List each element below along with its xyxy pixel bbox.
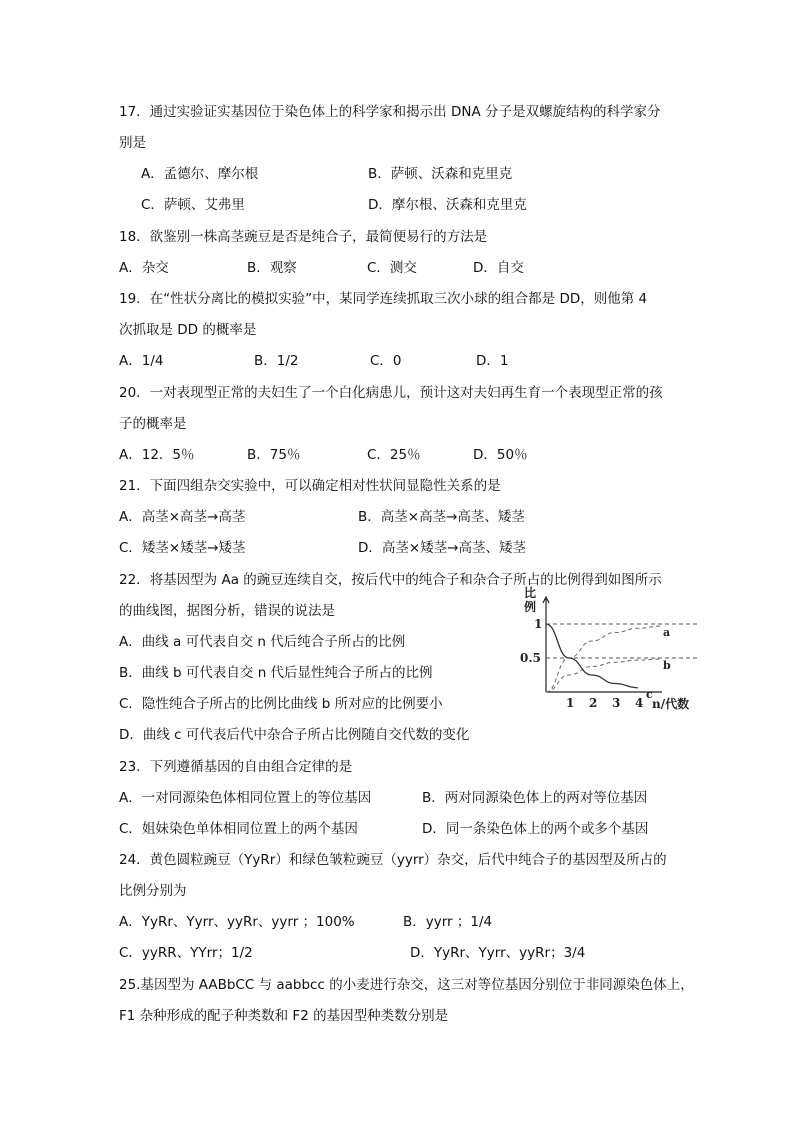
q22-stem-line1: 22．将基因型为 Aa 的豌豆连续自交，按后代中的纯合子和杂合子所占的比例得到如图所示: [119, 572, 662, 588]
q22-stem-line2: 的曲线图，据图分析，错误的说法是: [119, 603, 335, 619]
curve-label-a: a: [663, 626, 671, 640]
q24-option-d: D．YyRr、Yyrr、yyRr；3/4: [410, 945, 586, 961]
q17-option-b: B．萨顿、沃森和克里克: [368, 166, 513, 182]
x-tick-label: 2: [589, 696, 598, 710]
q19-stem-line2: 次抓取是 DD 的概率是: [119, 322, 257, 338]
y-axis-label: 比: [524, 586, 537, 600]
q18-option-b: B．观察: [247, 260, 297, 276]
q22-option-c: C．隐性纯合子所占的比例比曲线 b 所对应的比例要小: [119, 696, 443, 712]
q20-stem-line1: 20．一对表现型正常的夫妇生了一个白化病患儿，预计这对夫妇再生育一个表现型正常的孩: [119, 385, 663, 401]
q20-option-c: C．25％: [367, 447, 421, 463]
q18-option-d: D．自交: [473, 260, 524, 276]
q23-stem-line1: 23．下列遵循基因的自由组合定律的是: [119, 759, 353, 775]
curve-label-b: b: [663, 659, 671, 673]
q19-option-c: C．0: [370, 353, 402, 369]
q23-option-c: C．姐妹染色单体相同位置上的两个基因: [119, 821, 358, 837]
q20-stem-line2: 子的概率是: [119, 416, 187, 432]
q23-option-b: B．两对同源染色体上的两对等位基因: [422, 790, 648, 806]
q24-stem-line2: 比例分别为: [119, 883, 187, 899]
x-tick-label: 3: [612, 696, 621, 710]
q22-option-a: A．曲线 a 可代表自交 n 代后纯合子所占的比例: [119, 634, 406, 650]
q21-stem-line1: 21．下面四组杂交实验中，可以确定相对性状间显隐性关系的是: [119, 478, 501, 494]
y-tick-label: 1: [534, 617, 543, 631]
q17-option-a: A．孟德尔、摩尔根: [141, 166, 259, 182]
q22-option-d: D．曲线 c 可代表后代中杂合子所占比例随自交代数的变化: [119, 727, 470, 743]
q18-option-c: C．测交: [367, 260, 417, 276]
q24-option-a: A．YyRr、Yyrr、yyRr、yyrr ；100%: [119, 914, 355, 930]
q21-option-d: D．高茎×矮茎→高茎、矮茎: [358, 540, 527, 556]
q23-option-a: A．一对同源染色体相同位置上的等位基因: [119, 790, 372, 806]
q17-stem-line2: 别是: [119, 135, 146, 151]
q24-option-c: C．yyRR、YYrr；1/2: [119, 945, 253, 961]
curve-c: [546, 624, 638, 688]
q19-option-d: D．1: [476, 353, 509, 369]
q17-stem-line1: 17．通过实验证实基因位于染色体上的科学家和揭示出 DNA 分子是双螺旋结构的科学家分: [119, 104, 661, 120]
q23-option-d: D．同一条染色体上的两个或多个基因: [422, 821, 649, 837]
curve-label-c: c: [646, 687, 653, 701]
q19-option-a: A．1/4: [119, 353, 164, 369]
q24-option-b: B．yyrr ；1/4: [403, 914, 493, 930]
q17-option-c: C．萨顿、艾弗里: [141, 197, 245, 213]
y-axis-label: 例: [524, 600, 537, 614]
q22-option-b: B．曲线 b 可代表自交 n 代后显性纯合子所占的比例: [119, 665, 433, 681]
chart-reference-lines: [546, 624, 699, 658]
x-tick-label: 4: [635, 696, 644, 710]
q20-option-b: B．75％: [247, 447, 301, 463]
q19-option-b: B．1/2: [254, 353, 299, 369]
q18-option-a: A．杂交: [119, 260, 169, 276]
chart-axes: [543, 597, 662, 692]
q19-stem-line1: 19．在“性状分离比的模拟实验”中，某同学连续抓取三次小球的组合都是 DD，则他第 4: [119, 291, 648, 307]
y-tick-label: 0.5: [520, 651, 541, 665]
curve-a: [546, 626, 661, 692]
q22-curve-chart: [514, 585, 704, 720]
curve-b: [546, 659, 661, 692]
q17-option-d: D．摩尔根、沃森和克里克: [368, 197, 527, 213]
x-axis-label: n/代数: [652, 697, 690, 711]
q18-stem-line1: 18．欲鉴别一株高茎豌豆是否是纯合子，最简便易行的方法是: [119, 229, 488, 245]
q20-option-d: D．50％: [473, 447, 528, 463]
x-tick-label: 1: [566, 696, 575, 710]
q25-stem-line2: F1 杂种形成的配子种类数和 F2 的基因型种类数分别是: [119, 1008, 449, 1024]
q21-option-a: A．高茎×高茎→高茎: [119, 509, 246, 525]
q25-stem-line1: 25.基因型为 AABbCC 与 aabbcc 的小麦进行杂交，这三对等位基因分别位于非同源染色体上，: [119, 977, 694, 993]
q21-option-c: C．矮茎×矮茎→矮茎: [119, 540, 246, 556]
q24-stem-line1: 24．黄色圆粒豌豆（YyRr）和绿色皱粒豌豆（yyrr）杂交，后代中纯合子的基因型及所占的: [119, 852, 667, 868]
q21-option-b: B．高茎×高茎→高茎、矮茎: [358, 509, 525, 525]
q20-option-a: A．12．5％: [119, 447, 195, 463]
